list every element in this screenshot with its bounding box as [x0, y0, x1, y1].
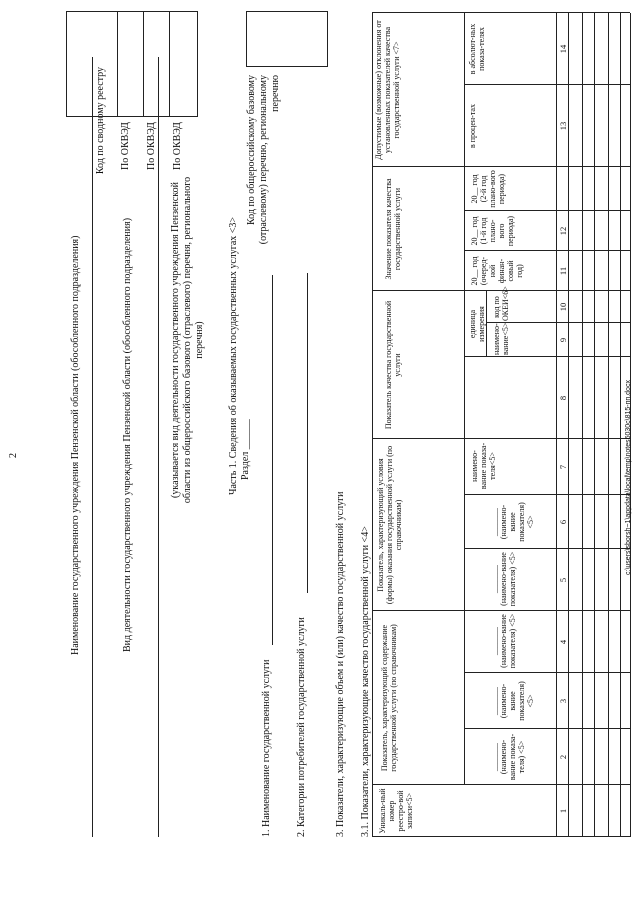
col-border-14: [464, 84, 630, 85]
group-header-divider-right: [464, 13, 465, 439]
section-label: Раздел ______: [240, 419, 251, 480]
header-quality-value: Значение показателя качества государственной услуги: [384, 178, 402, 280]
activity-type-note: (указывается вид деятельности государственного учреждения Пензенской области из общероссийского базового (отраслевого) перечня, регионального перечня): [170, 176, 205, 504]
subheader-unit: единица измерения: [468, 306, 486, 342]
consumers-label: 2. Категории потребителей государственной услуги: [296, 617, 307, 837]
subheader-name-4: _______ (наимено-вание показателя) <5>: [490, 551, 517, 607]
col-number-4: 4: [558, 639, 568, 645]
col-number-7: 7: [558, 464, 568, 470]
col-number-10: 10: [558, 302, 568, 312]
subheader-year-3: 20__ год (2-й год плано-вого периода): [470, 170, 506, 208]
service-name-line: [272, 275, 273, 645]
col-border-0: [372, 836, 630, 837]
col-border-15: [372, 12, 630, 13]
institution-name-line: [92, 57, 93, 837]
footer-file-path: c:\users\sborsh~1\appdata\local\temp\notes6030c\815-пп.docx: [625, 380, 632, 575]
subheader-year-2: 20__ год (1-й год плано-вого периода): [470, 215, 515, 247]
subheader-absolute: в абсолют-ных показа-телях: [468, 23, 486, 75]
col-number-13: 13: [558, 121, 568, 131]
header-unique-number: Уникаль-ный номер реестро-вой записи<5>: [378, 788, 414, 834]
group-header-divider-left: [464, 439, 465, 785]
service-name-label: 1. Наименование государственной услуги: [261, 659, 272, 837]
table-top-border: [372, 13, 373, 837]
header-deviation: Допустимые (возможные) отклонения от установленных показателей качества государственной услуги <7>: [374, 20, 401, 160]
subheader-unit-code: код по ОКЕИ<6>: [492, 286, 510, 321]
table-row-line-3: [608, 13, 609, 837]
code-okved-label-1: По ОКВЭД: [120, 122, 131, 170]
col-number-9: 9: [558, 337, 568, 343]
col-border-12: [464, 210, 630, 211]
code-box-label: Код по общероссийскому базовому (отраслевому) перечню, региональному перечню: [246, 75, 281, 245]
subheader-percent: в процен-тах: [468, 104, 477, 148]
table-row-line-1: [582, 13, 583, 837]
col-border-5: [464, 548, 630, 549]
code-okved-label-2: По ОКВЭД: [146, 122, 157, 170]
header-content-indicator: Показатель, характеризующий содержание государственной услуги (по справочникам): [380, 624, 398, 772]
col-border-3: [464, 672, 630, 673]
col-border-8: [464, 356, 630, 357]
col-border-7: [372, 438, 630, 439]
institution-name-label: Наименование государственного учреждения Пензенской области (обособленного подразделения): [70, 235, 81, 655]
subheader-name-2: _______ (наимено-вание показателя) <5>: [490, 681, 535, 721]
codes-box-divider-1: [117, 12, 118, 117]
unit-subheader-divider: [486, 291, 487, 357]
part-title: Часть 1. Сведения об оказываемых государственных услугах <3>: [228, 216, 239, 495]
col-number-11: 11: [558, 266, 568, 276]
codes-box: [66, 11, 198, 117]
col-border-1: [372, 784, 630, 785]
page-number: 2: [8, 453, 19, 458]
activity-type-label: Вид деятельности государственного учреждения Пензенской области (обособленного подразделения): [122, 217, 133, 652]
col-number-3: 3: [558, 698, 568, 704]
table-row-line-4: [620, 13, 621, 837]
subheader-quality-name: наимено-вание показа-теля<5>: [470, 442, 497, 490]
col-border-6: [464, 494, 630, 495]
col-border-2: [464, 728, 630, 729]
col-number-8: 8: [558, 395, 568, 401]
quality-indicators-label: 3.1. Показатели, характеризующие качество государственной услуги <4>: [360, 526, 371, 837]
col-border-13: [372, 166, 630, 167]
codes-box-divider-3: [169, 12, 170, 117]
subheader-name-5: _______ (наимено-вание показателя) <5>: [490, 502, 535, 542]
activity-type-line: [158, 57, 159, 837]
subheader-year-1: 20__ год (очеред-ной финан-совый год): [470, 256, 524, 286]
col-number-2: 2: [558, 754, 568, 760]
codes-box-divider-2: [143, 12, 144, 117]
col-number-14: 14: [558, 44, 568, 54]
perechen-code-box: [246, 11, 328, 67]
consumers-line: [307, 273, 308, 593]
col-number-5: 5: [558, 577, 568, 583]
col-border-11: [464, 250, 630, 251]
col-number-6: 6: [558, 519, 568, 525]
indicators-label: 3. Показатели, характеризующие объем и (или) качество государственной услуги: [335, 491, 346, 837]
header-quality-indicator: Показатель качества государственной услуги: [384, 300, 402, 430]
table-header-bottom: [556, 13, 557, 837]
header-conditions-indicator: Показатель, характеризующий условия (формы) оказания государственной услуги (по справочникам): [376, 445, 403, 605]
col-number-12: 12: [558, 226, 568, 236]
col-number-1: 1: [558, 808, 568, 814]
code-svodny-label: Код по сводному реестру: [95, 67, 106, 175]
subheader-unit-name: наимено-вание<5>: [492, 322, 510, 355]
subheader-name-3: _______ (наимено-вание показателя) <5>: [490, 613, 517, 669]
table-numbers-bottom: [568, 13, 569, 837]
col-border-4: [372, 610, 630, 611]
table-row-line-2: [594, 13, 595, 837]
subheader-name-1: _______ (наимено-вание показа-теля) <5>: [490, 733, 526, 781]
code-okved-label-3: По ОКВЭД: [172, 122, 183, 170]
